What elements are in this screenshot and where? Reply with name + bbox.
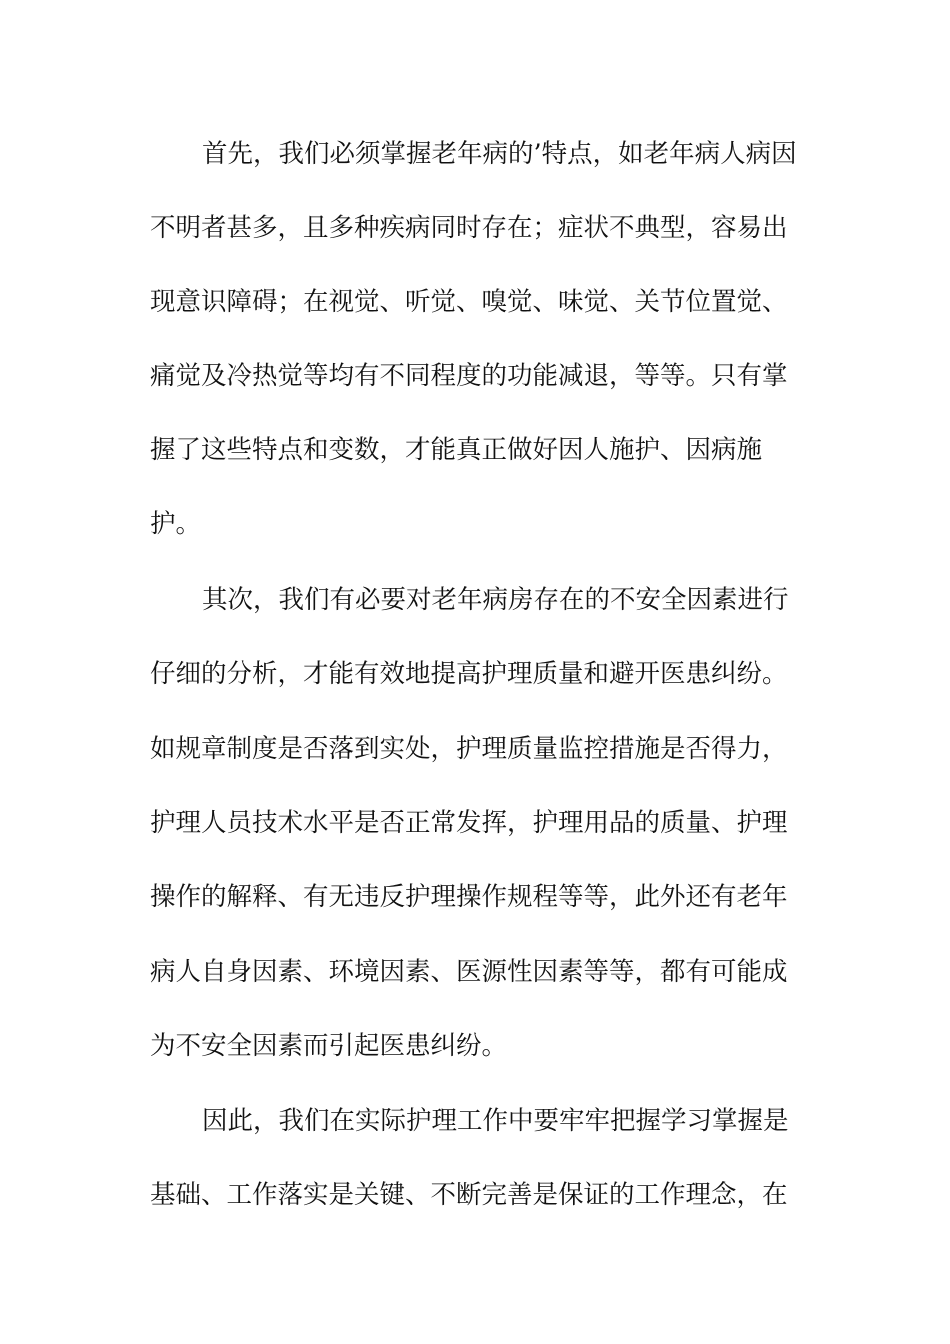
- paragraph-1-line-5: 握了这些特点和变数，才能真正做好因人施护、因病施: [150, 435, 763, 465]
- paragraph-2-line-3: 如规章制度是否落到实处，护理质量监控措施是否得力，: [150, 734, 788, 764]
- paragraph-2-line-6: 病人自身因素、环境因素、医源性因素等等，都有可能成: [150, 957, 788, 987]
- paragraph-1-line-1: 首先，我们必须掌握老年病的’特点，如老年病人病因: [202, 139, 797, 169]
- paragraph-1-line-2: 不明者甚多，且多种疾病同时存在；症状不典型，容易出: [150, 213, 788, 243]
- paragraph-2-line-7: 为不安全因素而引起医患纠纷。: [150, 1031, 508, 1061]
- paragraph-1-line-6: 护。: [150, 509, 202, 539]
- paragraph-3-line-2: 基础、工作落实是关键、不断完善是保证的工作理念，在: [150, 1180, 788, 1210]
- paragraph-3-line-1: 因此，我们在实际护理工作中要牢牢把握学习掌握是: [202, 1106, 789, 1136]
- paragraph-2-line-4: 护理人员技术水平是否正常发挥，护理用品的质量、护理: [150, 808, 788, 838]
- paragraph-2-line-2: 仔细的分析，才能有效地提高护理质量和避开医患纠纷。: [150, 659, 788, 689]
- paragraph-1-line-3: 现意识障碍；在视觉、听觉、嗅觉、味觉、关节位置觉、: [150, 287, 788, 317]
- paragraph-1-line-4: 痛觉及冷热觉等均有不同程度的功能减退，等等。只有掌: [150, 361, 788, 391]
- paragraph-2-line-5: 操作的解释、有无违反护理操作规程等等，此外还有老年: [150, 882, 788, 912]
- paragraph-2-line-1: 其次，我们有必要对老年病房存在的不安全因素进行: [202, 585, 789, 615]
